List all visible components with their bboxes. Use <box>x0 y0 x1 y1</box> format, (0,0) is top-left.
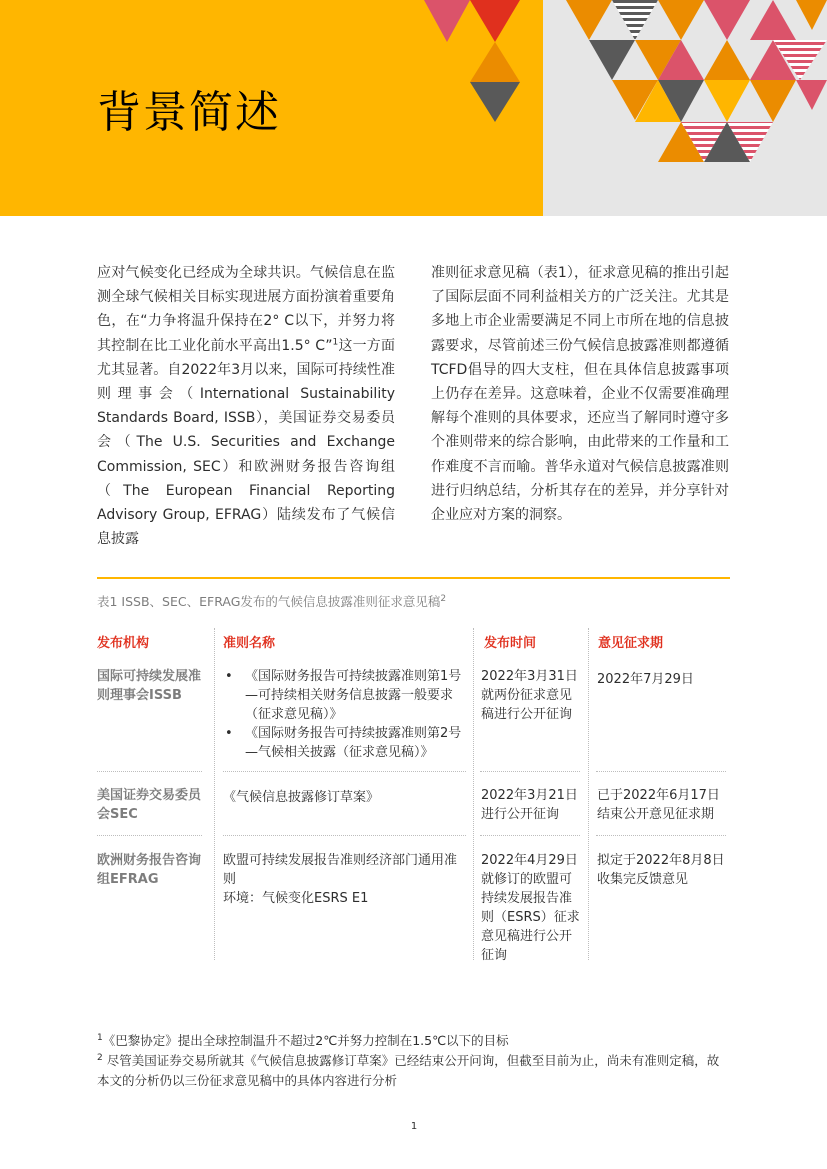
triangle-shape <box>470 82 520 122</box>
table-column-divider <box>473 628 474 960</box>
triangle-shape <box>424 0 470 42</box>
table-cell-period: 拟定于2022年8月8日收集完反馈意见 <box>597 853 725 887</box>
table-cell-period: 2022年7月29日 <box>597 672 694 687</box>
page-number: 1 <box>410 1121 418 1132</box>
standard-line: 环境：气候变化ESRS E1 <box>223 891 369 906</box>
body-column-right <box>431 261 729 527</box>
table-row-divider <box>97 835 202 836</box>
triangle-shape <box>470 0 520 42</box>
table-header: 发布时间 <box>484 636 537 651</box>
footnote-ref[interactable]: 2 <box>440 593 447 604</box>
table-row-divider <box>596 835 726 836</box>
triangle-shape <box>589 40 635 80</box>
page-title: 背景简述 <box>97 87 281 138</box>
table-header: 发布机构 <box>97 636 150 651</box>
triangle-shape <box>658 0 704 40</box>
footnote-2 <box>97 1051 730 1091</box>
standard-line: 欧盟可持续发展报告准则经济部门通用准则 <box>223 853 458 887</box>
table-header: 意见征求期 <box>598 636 664 651</box>
footnote-text: 《巴黎协定》提出全球控制温升不超过2℃并努力控制在1.5℃以下的目标 <box>102 1033 509 1048</box>
triangle-shape <box>566 0 612 40</box>
triangle-shape <box>796 80 827 110</box>
table-row-divider <box>480 835 580 836</box>
triangle-shape <box>704 80 750 122</box>
body-text: 应对气候变化已经成为全球共识。气候信息在监测全球气候相关目标实现进展方面扮演着重要角色，在“力争将温升保持在2° C以下，并努力将其控制在比工业化前水平高出1.5° C” <box>97 265 395 354</box>
footnote-number: 1 <box>97 1032 103 1043</box>
table-cell-standard <box>223 667 469 762</box>
table-column-divider <box>588 628 589 960</box>
table-column-divider <box>214 628 215 960</box>
list-item: • 《国际财务报告可持续披露准则第2号—气候相关披露（征求意见稿）》 <box>223 724 469 762</box>
footnotes <box>97 1031 730 1091</box>
list-item: • 《国际财务报告可持续披露准则第1号—可持续相关财务信息披露一般要求（征求意见稿）》 <box>223 667 469 724</box>
table-cell-date: 2022年4月29日就修订的欧盟可持续发展报告准则（ESRS）征求意见稿进行公开征询 <box>481 853 580 963</box>
table-cell-date: 2022年3月31日就两份征求意见稿进行公开征询 <box>481 669 578 722</box>
table-cell-period: 已于2022年6月17日结束公开意见征求期 <box>597 788 720 822</box>
table-cell-standard: 《气候信息披露修订草案》 <box>223 790 380 805</box>
table-row-divider <box>480 771 580 772</box>
body-text: 这一方面尤其显著。自2022年3月以来，国际可持续性准则理事会（International Sustainability Standards Board, ISSB），美国证券交易委员会（The U.S. Securities and Exchange Commission, SEC）和欧洲财务报告咨询组（The European Financial Reporting Advisory Group, EFRAG）陆续发布了气候信息披露 <box>97 337 395 548</box>
table-row-divider <box>596 771 726 772</box>
triangle-shape <box>704 0 750 40</box>
table-caption <box>97 592 446 610</box>
table-header: 准则名称 <box>223 636 276 651</box>
triangle-shape <box>470 42 520 82</box>
footnote-text: 尽管美国证券交易所就其《气候信息披露修订草案》已经结束公开问询，但截至目前为止，尚未有准则定稿，故本文的分析仍以三份征求意见稿中的具体内容进行分析 <box>97 1053 720 1088</box>
table-row-divider <box>223 835 466 836</box>
footnote-1 <box>97 1031 730 1051</box>
table-cell-date: 2022年3月21日进行公开征询 <box>481 788 578 822</box>
table-row-divider <box>223 771 466 772</box>
table-row-divider <box>97 771 202 772</box>
standard-list <box>223 667 469 762</box>
table-row-org: 欧洲财务报告咨询组EFRAG <box>97 853 202 887</box>
triangle-shape <box>796 0 827 30</box>
footnote-number: 2 <box>97 1052 103 1063</box>
triangle-shape <box>612 0 658 40</box>
section-divider <box>97 577 730 579</box>
body-column-left <box>97 261 395 551</box>
body-text: 准则征求意见稿（表1），征求意见稿的推出引起了国际层面不同利益相关方的广泛关注。尤其是多地上市企业需要满足不同上市所在地的信息披露要求，尽管前述三份气候信息披露准则都遵循TCFD倡导的四大支柱，但在具体信息披露事项上仍存在差异。这意味着，企业不仅需要准确理解每个准则的具体要求，还应当了解同时遵守多个准则带来的综合影响，由此带来的工作量和工作难度不言而喻。普华永道对气候信息披露准则进行归纳总结，分析其存在的差异，并分享针对企业应对方案的洞察。 <box>431 265 729 524</box>
table-row-org: 国际可持续发展准则理事会ISSB <box>97 669 202 703</box>
table-cell-standard <box>223 851 469 908</box>
table-caption-text: 表1 ISSB、SEC、EFRAG发布的气候信息披露准则征求意见稿 <box>97 594 441 609</box>
footnote-ref[interactable]: 1 <box>332 336 339 347</box>
triangle-shape <box>704 40 750 80</box>
table-row-org: 美国证券交易委员会SEC <box>97 788 202 822</box>
triangle-shape <box>750 0 796 40</box>
triangle-shape <box>750 80 796 122</box>
